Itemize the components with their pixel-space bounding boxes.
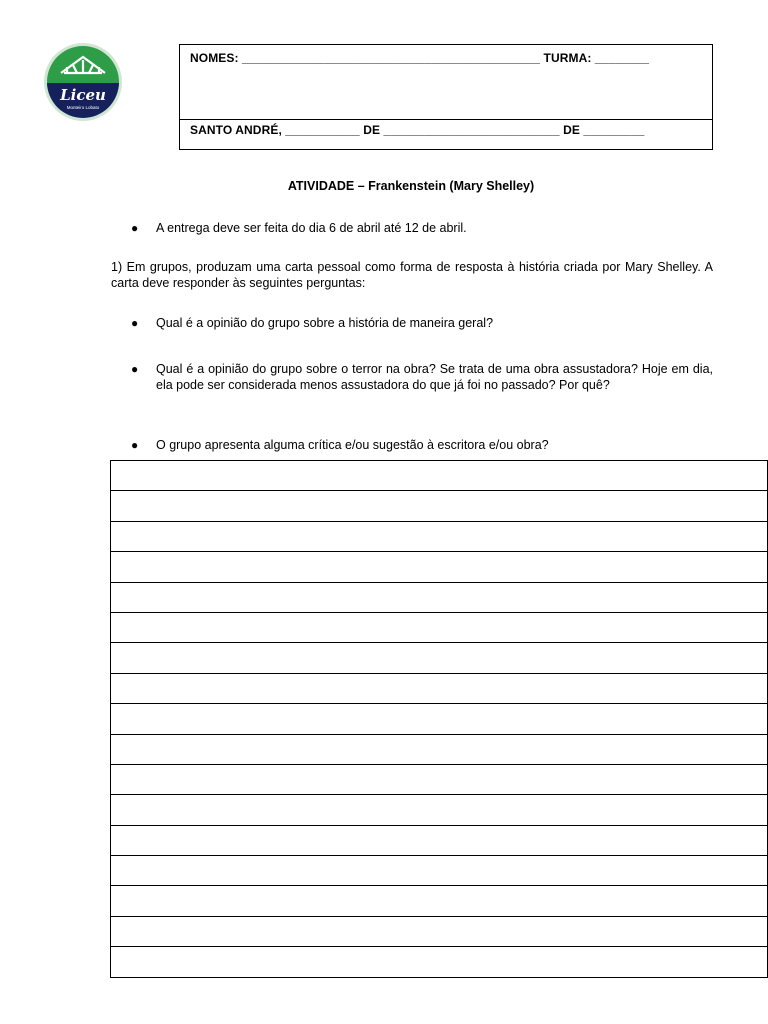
names-class-field[interactable]: NOMES: ____________________________________________ TURMA: ________	[190, 51, 650, 65]
writing-line[interactable]	[111, 765, 767, 795]
bullet-icon: ●	[131, 221, 139, 235]
writing-line[interactable]	[111, 704, 767, 734]
writing-line[interactable]	[111, 674, 767, 704]
writing-line[interactable]	[111, 947, 767, 977]
writing-line[interactable]	[111, 522, 767, 552]
bullet-icon: ●	[131, 362, 139, 376]
student-info-box	[179, 44, 713, 150]
header-divider	[180, 119, 712, 120]
writing-line[interactable]	[111, 643, 767, 673]
writing-line[interactable]	[111, 735, 767, 765]
logo-subtext: Monteiro Lobato	[66, 105, 100, 110]
deadline-text: A entrega deve ser feita do dia 6 de abril até 12 de abril.	[156, 221, 467, 235]
question-item: Qual é a opinião do grupo sobre o terror na obra? Se trata de uma obra assustadora? Hoje em dia, ela pode ser considerada menos assustadora do que já foi no passado? Por quê?	[156, 362, 713, 392]
writing-line[interactable]	[111, 886, 767, 916]
activity-title: ATIVIDADE – Frankenstein (Mary Shelley)	[287, 179, 535, 193]
writing-line[interactable]	[111, 461, 767, 491]
school-logo	[42, 43, 124, 121]
question-item: Qual é a opinião do grupo sobre a história de maneira geral?	[156, 316, 494, 330]
writing-line[interactable]	[111, 613, 767, 643]
writing-line[interactable]	[111, 795, 767, 825]
question-item: O grupo apresenta alguma crítica e/ou sugestão à escritora e/ou obra?	[156, 438, 549, 452]
instruction-text: 1) Em grupos, produzam uma carta pessoal como forma de resposta à história criada por Mary Shelley. A carta deve responder às seguintes perguntas:	[111, 260, 713, 290]
writing-line[interactable]	[111, 917, 767, 947]
location-date-field[interactable]: SANTO ANDRÉ, ___________ DE __________________________ DE _________	[190, 123, 645, 137]
answer-lines-box[interactable]	[110, 460, 768, 978]
writing-line[interactable]	[111, 856, 767, 886]
writing-line[interactable]	[111, 826, 767, 856]
logo-text: Liceu	[60, 86, 106, 104]
writing-line[interactable]	[111, 491, 767, 521]
writing-line[interactable]	[111, 552, 767, 582]
bullet-icon: ●	[131, 316, 139, 330]
bullet-icon: ●	[131, 438, 139, 452]
writing-line[interactable]	[111, 583, 767, 613]
